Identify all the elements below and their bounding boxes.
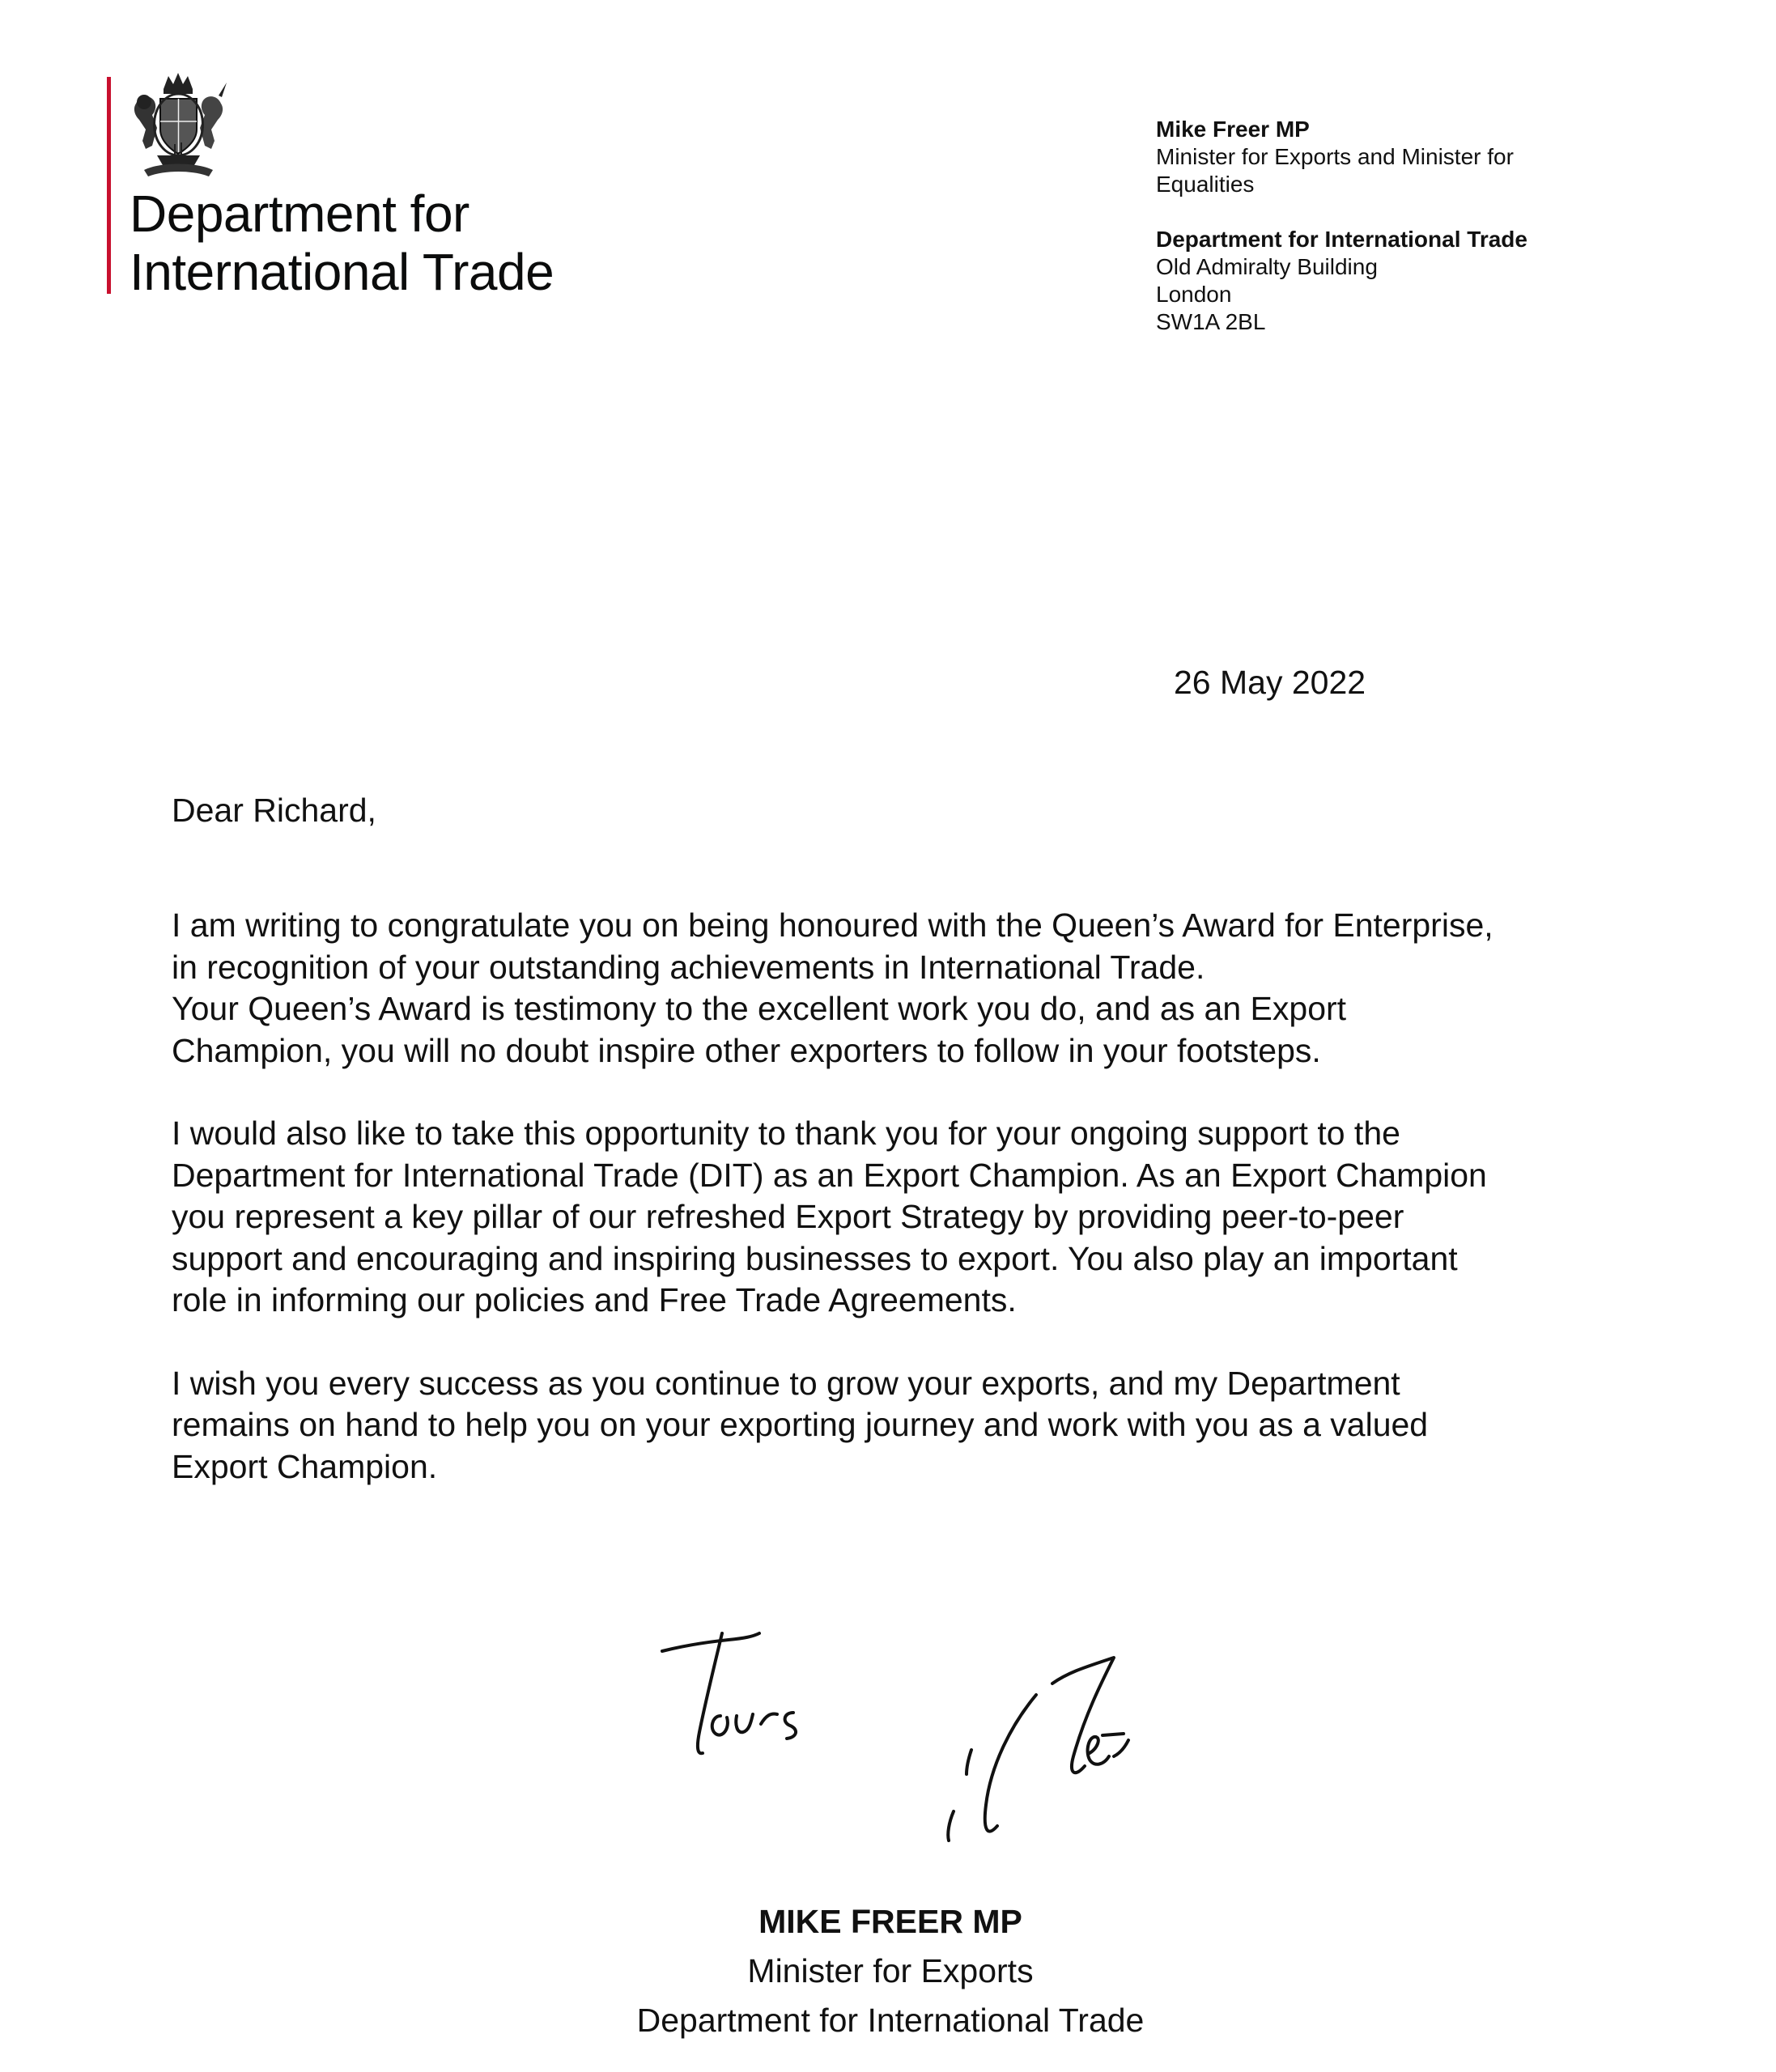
body-line: I would also like to take this opportunity to thank you for your ongoing support to the <box>172 1115 1400 1152</box>
sender-postcode: SW1A 2BL <box>1156 309 1266 334</box>
body-line: in recognition of your outstanding achievements in International Trade. <box>172 948 1205 986</box>
sender-spacer <box>1156 198 1642 226</box>
department-name-line-2: International Trade <box>130 243 554 301</box>
body-line: I am writing to congratulate you on being honoured with the Queen’s Award for Enterprise, <box>172 906 1493 944</box>
sender-address-line-1: Old Admiralty Building <box>1156 254 1378 279</box>
handwritten-signature <box>631 1594 1158 1870</box>
body-line: I wish you every success as you continue to grow your exports, and my Department <box>172 1364 1400 1402</box>
body-paragraph-1 <box>172 905 1629 1072</box>
signoff-name: MIKE FREER MP <box>758 1903 1022 1940</box>
body-line: you represent a key pillar of our refreshed Export Strategy by providing peer-to-peer <box>172 1198 1404 1235</box>
royal-coat-of-arms-icon <box>128 71 229 180</box>
body-paragraph-3 <box>172 1363 1629 1488</box>
sender-title-line-2: Equalities <box>1156 172 1255 197</box>
body-line: Champion, you will no doubt inspire other exporters to follow in your footsteps. <box>172 1031 1321 1069</box>
signoff-department: Department for International Trade <box>636 2002 1145 2039</box>
body-line: Your Queen’s Award is testimony to the excellent work you do, and as an Export <box>172 990 1347 1027</box>
letter-date: 26 May 2022 <box>1174 664 1366 701</box>
salutation: Dear Richard, <box>172 792 376 829</box>
signoff-block <box>486 1897 1295 2045</box>
body-line: remains on hand to help you on your exporting journey and work with you as a valued <box>172 1406 1429 1443</box>
signoff-role: Minister for Exports <box>747 1952 1034 1989</box>
department-logotype <box>130 185 554 301</box>
letterhead-accent-rule <box>107 77 111 294</box>
body-line: role in informing our policies and Free Trade Agreements. <box>172 1281 1017 1318</box>
body-line: Export Champion. <box>172 1447 438 1485</box>
sender-organisation: Department for International Trade <box>1156 227 1527 252</box>
body-line: support and encouraging and inspiring businesses to export. You also play an important <box>172 1239 1458 1277</box>
sender-title-line-1: Minister for Exports and Minister for <box>1156 144 1514 169</box>
sender-address-line-2: London <box>1156 282 1232 307</box>
department-name-line-1: Department for <box>130 185 469 243</box>
sender-address-block <box>1156 116 1642 336</box>
body-line: Department for International Trade (DIT) as an Export Champion. As an Export Champion <box>172 1156 1487 1194</box>
letter-body <box>172 905 1629 1529</box>
body-paragraph-2 <box>172 1113 1629 1322</box>
sender-name: Mike Freer MP <box>1156 117 1310 142</box>
